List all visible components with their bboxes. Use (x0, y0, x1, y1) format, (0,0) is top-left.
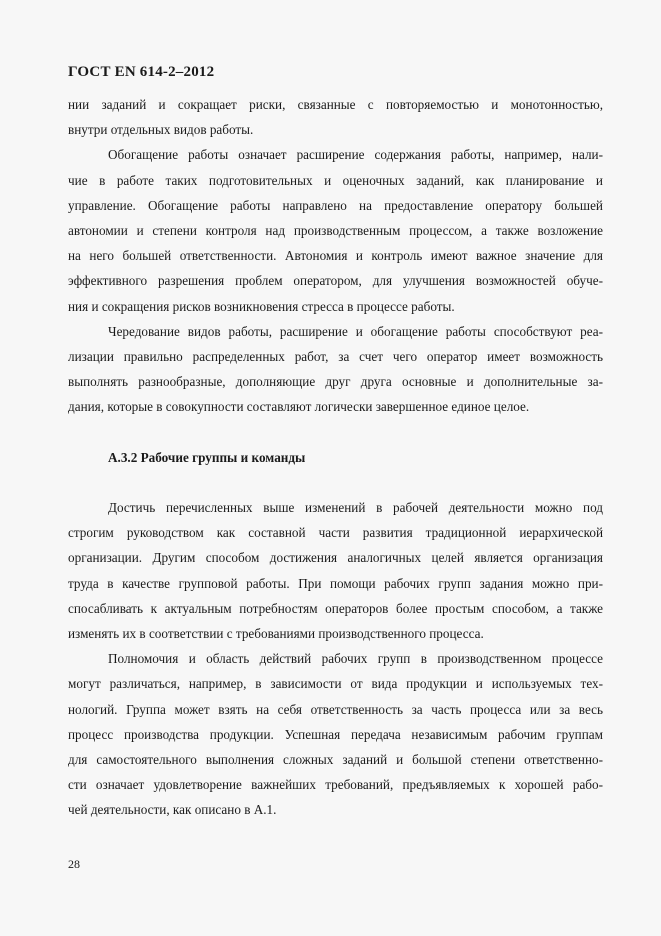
paragraph (68, 495, 603, 646)
text-line: дания, которые в совокупности составляют логически завершенное единое целое. (68, 399, 530, 415)
text-line: нологий. Группа может взять на себя ответственность за часть процесса или за весь (68, 701, 603, 717)
text-line: сти означает удовлетворение важнейших требований, предъявляемых к хорошей рабо- (68, 777, 603, 793)
text-line: нии заданий и сокращает риски, связанные с повторяемостью и монотонностью, (68, 97, 603, 112)
section-heading: А.3.2 Рабочие группы и команды (108, 449, 306, 465)
text-line: Достичь перечисленных выше изменений в рабочей деятельности можно под (108, 500, 603, 515)
text-line: лизации правильно распределенных работ, за счет чего оператор имеет возможность (68, 348, 603, 364)
text-line: организации. Другим способом достижения аналогичных целей является организация (68, 550, 603, 566)
text-line: строгим руководством как составной части развития традиционной иерархической (68, 525, 603, 541)
text-line: эффективного разрешения проблем оператором, для улучшения возможностей обуче- (68, 273, 603, 289)
text-line: Полномочия и область действий рабочих групп в производственном процессе (108, 651, 603, 667)
body-text (68, 92, 603, 822)
text-line: внутри отдельных видов работы. (68, 122, 254, 138)
paragraph (68, 646, 603, 822)
paragraph (68, 142, 603, 318)
standard-header: ГОСТ EN 614-2–2012 (68, 64, 215, 80)
spacer (68, 419, 603, 444)
text-line: выполнять разнообразные, дополняющие друг друга основные и дополнительные за- (68, 374, 603, 390)
spacer (68, 470, 603, 495)
text-line: спосабливать к актуальным потребностям операторов более простым способом, а также (68, 600, 603, 616)
text-line: труда в качестве групповой работы. При помощи рабочих групп задания можно при- (68, 575, 603, 591)
text-line: ния и сокращения рисков возникновения стресса в процессе работы. (68, 298, 455, 314)
text-line: для самостоятельного выполнения сложных заданий и большой степени ответственно- (68, 751, 603, 767)
text-line: Чередование видов работы, расширение и обогащение работы способствуют реа- (108, 323, 603, 339)
paragraph (68, 92, 603, 142)
text-line: управление. Обогащение работы направлено на предоставление оператору большей (68, 197, 603, 213)
text-line: автономии и степени контроля над производственным процессом, а также возложение (68, 222, 603, 238)
paragraph (68, 319, 603, 420)
text-line: на него большей ответственности. Автономия и контроль имеют важное значение для (68, 248, 603, 264)
text-line: Обогащение работы означает расширение содержания работы, например, нали- (108, 147, 603, 163)
text-line: чие в работе таких подготовительных и оценочных заданий, как планирование и (68, 172, 603, 188)
text-line: изменять их в соответствии с требованиями производственного процесса. (68, 625, 484, 641)
page-number: 28 (68, 857, 80, 871)
text-line: процесс производства продукции. Успешная передача независимым рабочим группам (68, 726, 603, 742)
text-line: могут различаться, например, в зависимости от вида продукции и используемых тех- (68, 676, 603, 692)
text-line: чей деятельности, как описано в А.1. (68, 802, 277, 818)
